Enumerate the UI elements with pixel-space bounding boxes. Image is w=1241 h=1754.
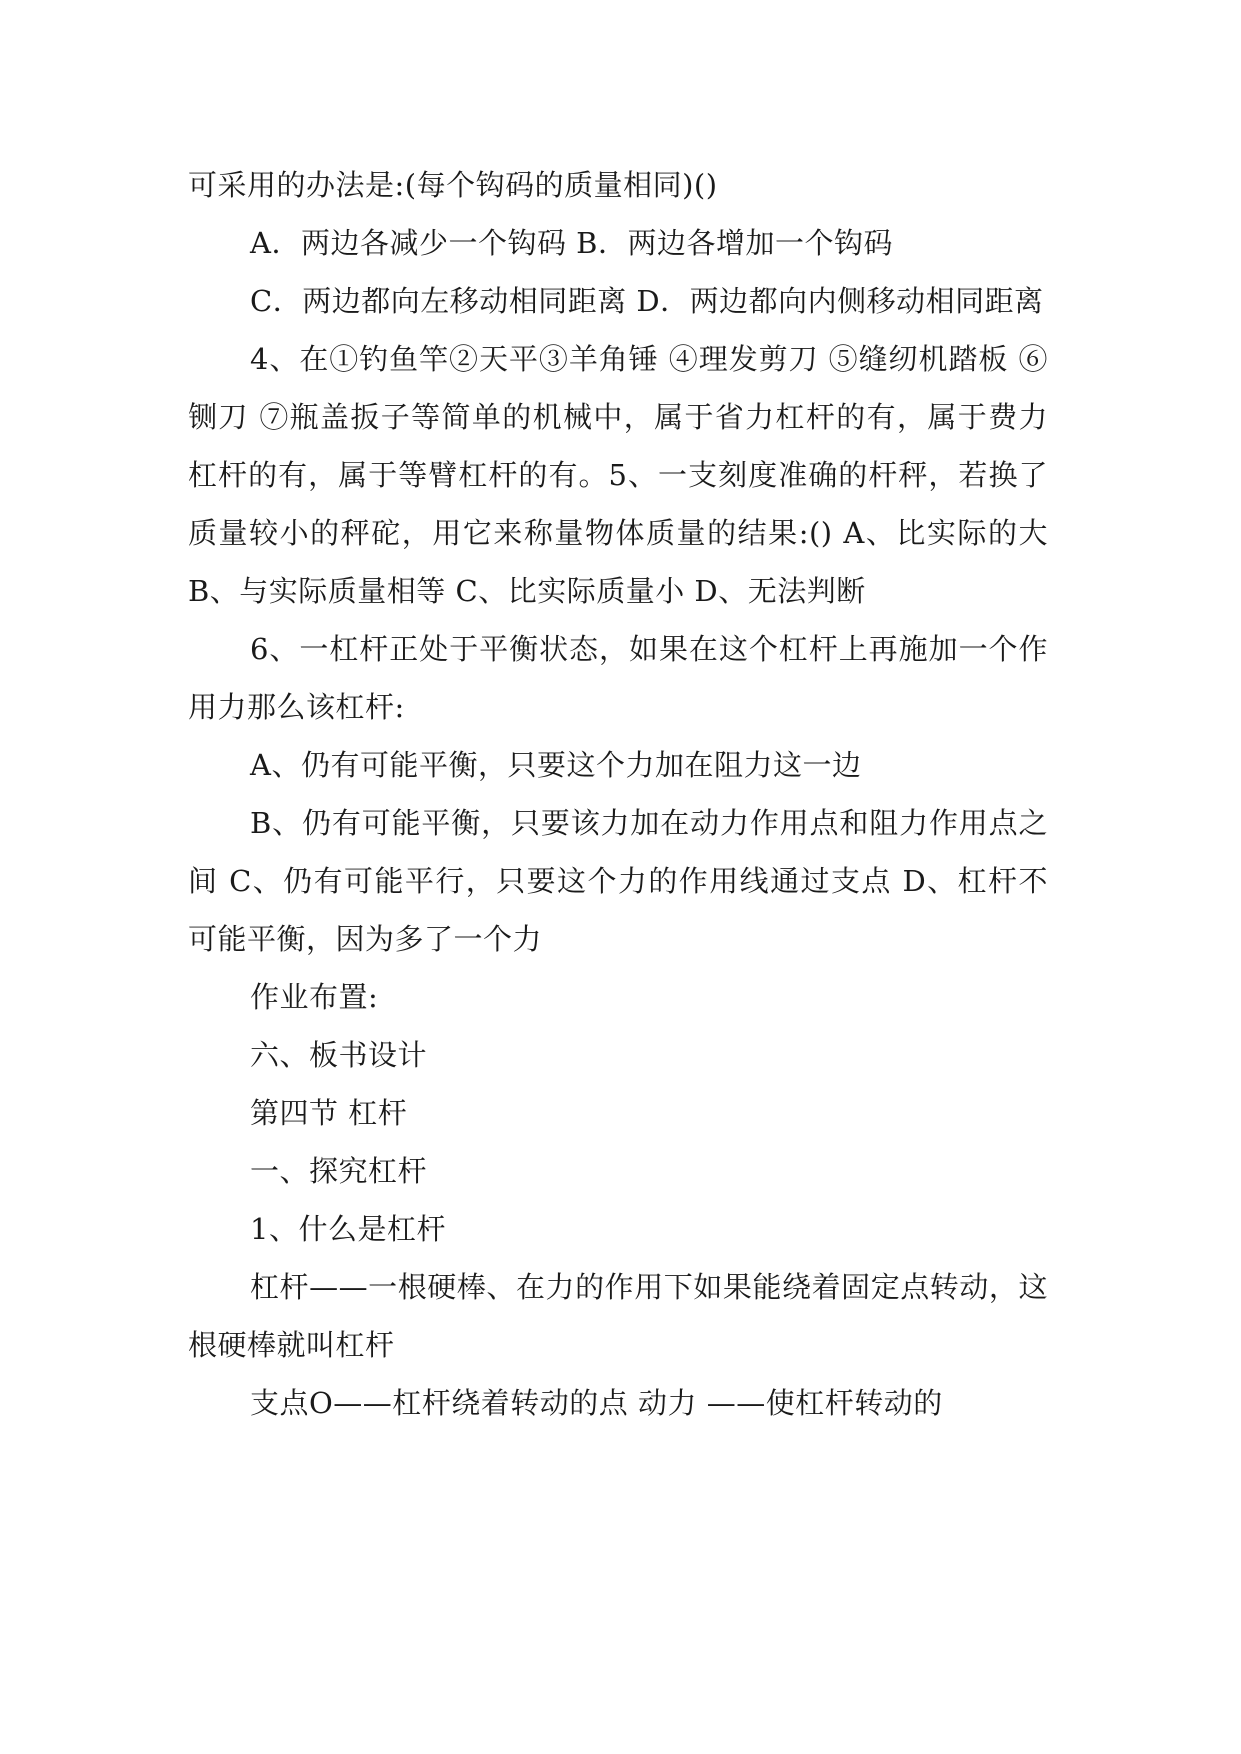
paragraph-option-a: A、仍有可能平衡，只要这个力加在阻力这一边 xyxy=(250,748,862,782)
paragraph-question-4-5: 4、在①钓鱼竿②天平③羊角锤 ④理发剪刀 ⑤缝纫机踏板 ⑥铡刀 ⑦瓶盖扳子等简单的机械中，属于省力杠杆的有，属于费力杠杆的有，属于等臂杠杆的有。5、一支刻度准确的杆秤，若换了质量较小的秤砣，用它来称量物体质量的结果:() A、比实际的大 B、与实际质量相等 C、比实际质量小 D、无法判断 xyxy=(188,342,1048,608)
paragraph-lever-definition: 杠杆——一根硬棒、在力的作用下如果能绕着固定点转动，这根硬棒就叫杠杆 xyxy=(188,1270,1048,1362)
paragraph-homework: 作业布置: xyxy=(250,980,379,1014)
paragraph-question-6: 6、一杠杆正处于平衡状态，如果在这个杠杆上再施加一个作用力那么该杠杆: xyxy=(188,632,1048,724)
paragraph-section-heading: 六、板书设计 xyxy=(250,1038,428,1072)
paragraph-item-1: 1、什么是杠杆 xyxy=(250,1212,446,1246)
paragraph-option-ab: A．两边各减少一个钩码 B．两边各增加一个钩码 xyxy=(250,226,893,260)
paragraph-question-3-intro: 可采用的办法是:(每个钩码的质量相同)() xyxy=(188,168,718,202)
paragraph-option-bcd: B、仍有可能平衡，只要该力加在动力作用点和阻力作用点之间 C、仍有可能平行，只要这个力的作用线通过支点 D、杠杆不可能平衡，因为多了一个力 xyxy=(188,806,1048,956)
paragraph-fulcrum-definition: 支点O——杠杆绕着转动的点 动力 ——使杠杆转动的 xyxy=(250,1386,943,1420)
document-page xyxy=(188,156,1048,1432)
paragraph-option-cd: C．两边都向左移动相同距离 D．两边都向内侧移动相同距离 xyxy=(250,284,1044,318)
paragraph-lesson-title: 第四节 杠杆 xyxy=(250,1096,408,1130)
paragraph-subheading: 一、探究杠杆 xyxy=(250,1154,428,1188)
